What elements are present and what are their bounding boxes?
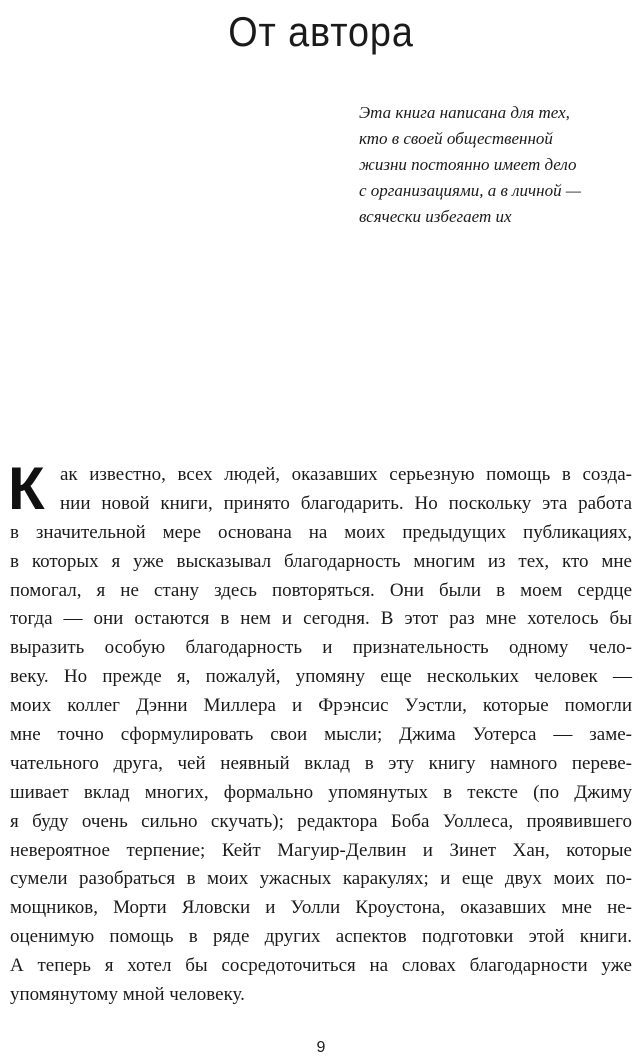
body-line: я буду очень сильно скучать); редактора Боба Уоллеса, проявившего [10,810,632,832]
body-line: ак известно, всех людей, оказавших серьезную помощь в созда- [60,464,632,485]
epigraph-line: всячески избегает их [359,207,512,226]
epigraph-line: кто в своей общественной [359,129,553,148]
body-line: в которых я уже высказывал благодарность многим из тех, кто мне [10,550,632,572]
body-line: невероятное терпение; Кейт Магуир-Делвин и Зинет Хан, которые [10,839,632,861]
body-line: оценимую помощь в ряде других аспектов подготовки этой книги. [10,926,632,948]
body-line: сумели разобраться в моих ужасных каракулях; и еще двух моих по- [10,868,632,890]
epigraph [359,100,634,230]
epigraph-line: жизни постоянно имеет дело [359,155,577,174]
body-paragraph [8,455,632,1010]
drop-cap-letter: К [8,455,45,522]
page-title: От автора [228,8,414,55]
body-line: выразить особую благодарность и признательность одному чело- [10,637,632,659]
body-line: тогда — они остаются в нем и сегодня. В этот раз мне хотелось бы [10,608,632,630]
body-line: А теперь я хотел бы сосредоточиться на словах благодарности уже [10,955,632,977]
body-line: упомянутому мной человеку. [10,984,245,1006]
body-line: веку. Но прежде я, пожалуй, упомяну еще нескольких человек — [10,666,632,688]
body-line: моих коллег Дэнни Миллера и Фрэнсис Уэстли, которые помогли [10,695,632,717]
page-number: 9 [316,1039,326,1056]
body-line: помогал, я не стану здесь повторяться. Они были в моем сердце [10,579,632,601]
epigraph-line: с организациями, а в личной — [359,181,581,200]
body-line: в значительной мере основана на моих предыдущих публикациях, [10,521,632,543]
body-line: чательного друга, чей неявный вклад в эту книгу намного переве- [10,752,632,774]
body-line: мощников, Морти Яловски и Уолли Кроустона, оказавших мне не- [10,897,632,919]
body-line: шивает вклад многих, формально упомянутых в тексте (по Джиму [10,781,632,803]
body-line: мне точно сформулировать свои мысли; Джима Уотерса — заме- [10,724,632,746]
body-line: нии новой книги, принято благодарить. Но поскольку эта работа [60,492,632,514]
epigraph-line: Эта книга написана для тех, [359,103,570,122]
